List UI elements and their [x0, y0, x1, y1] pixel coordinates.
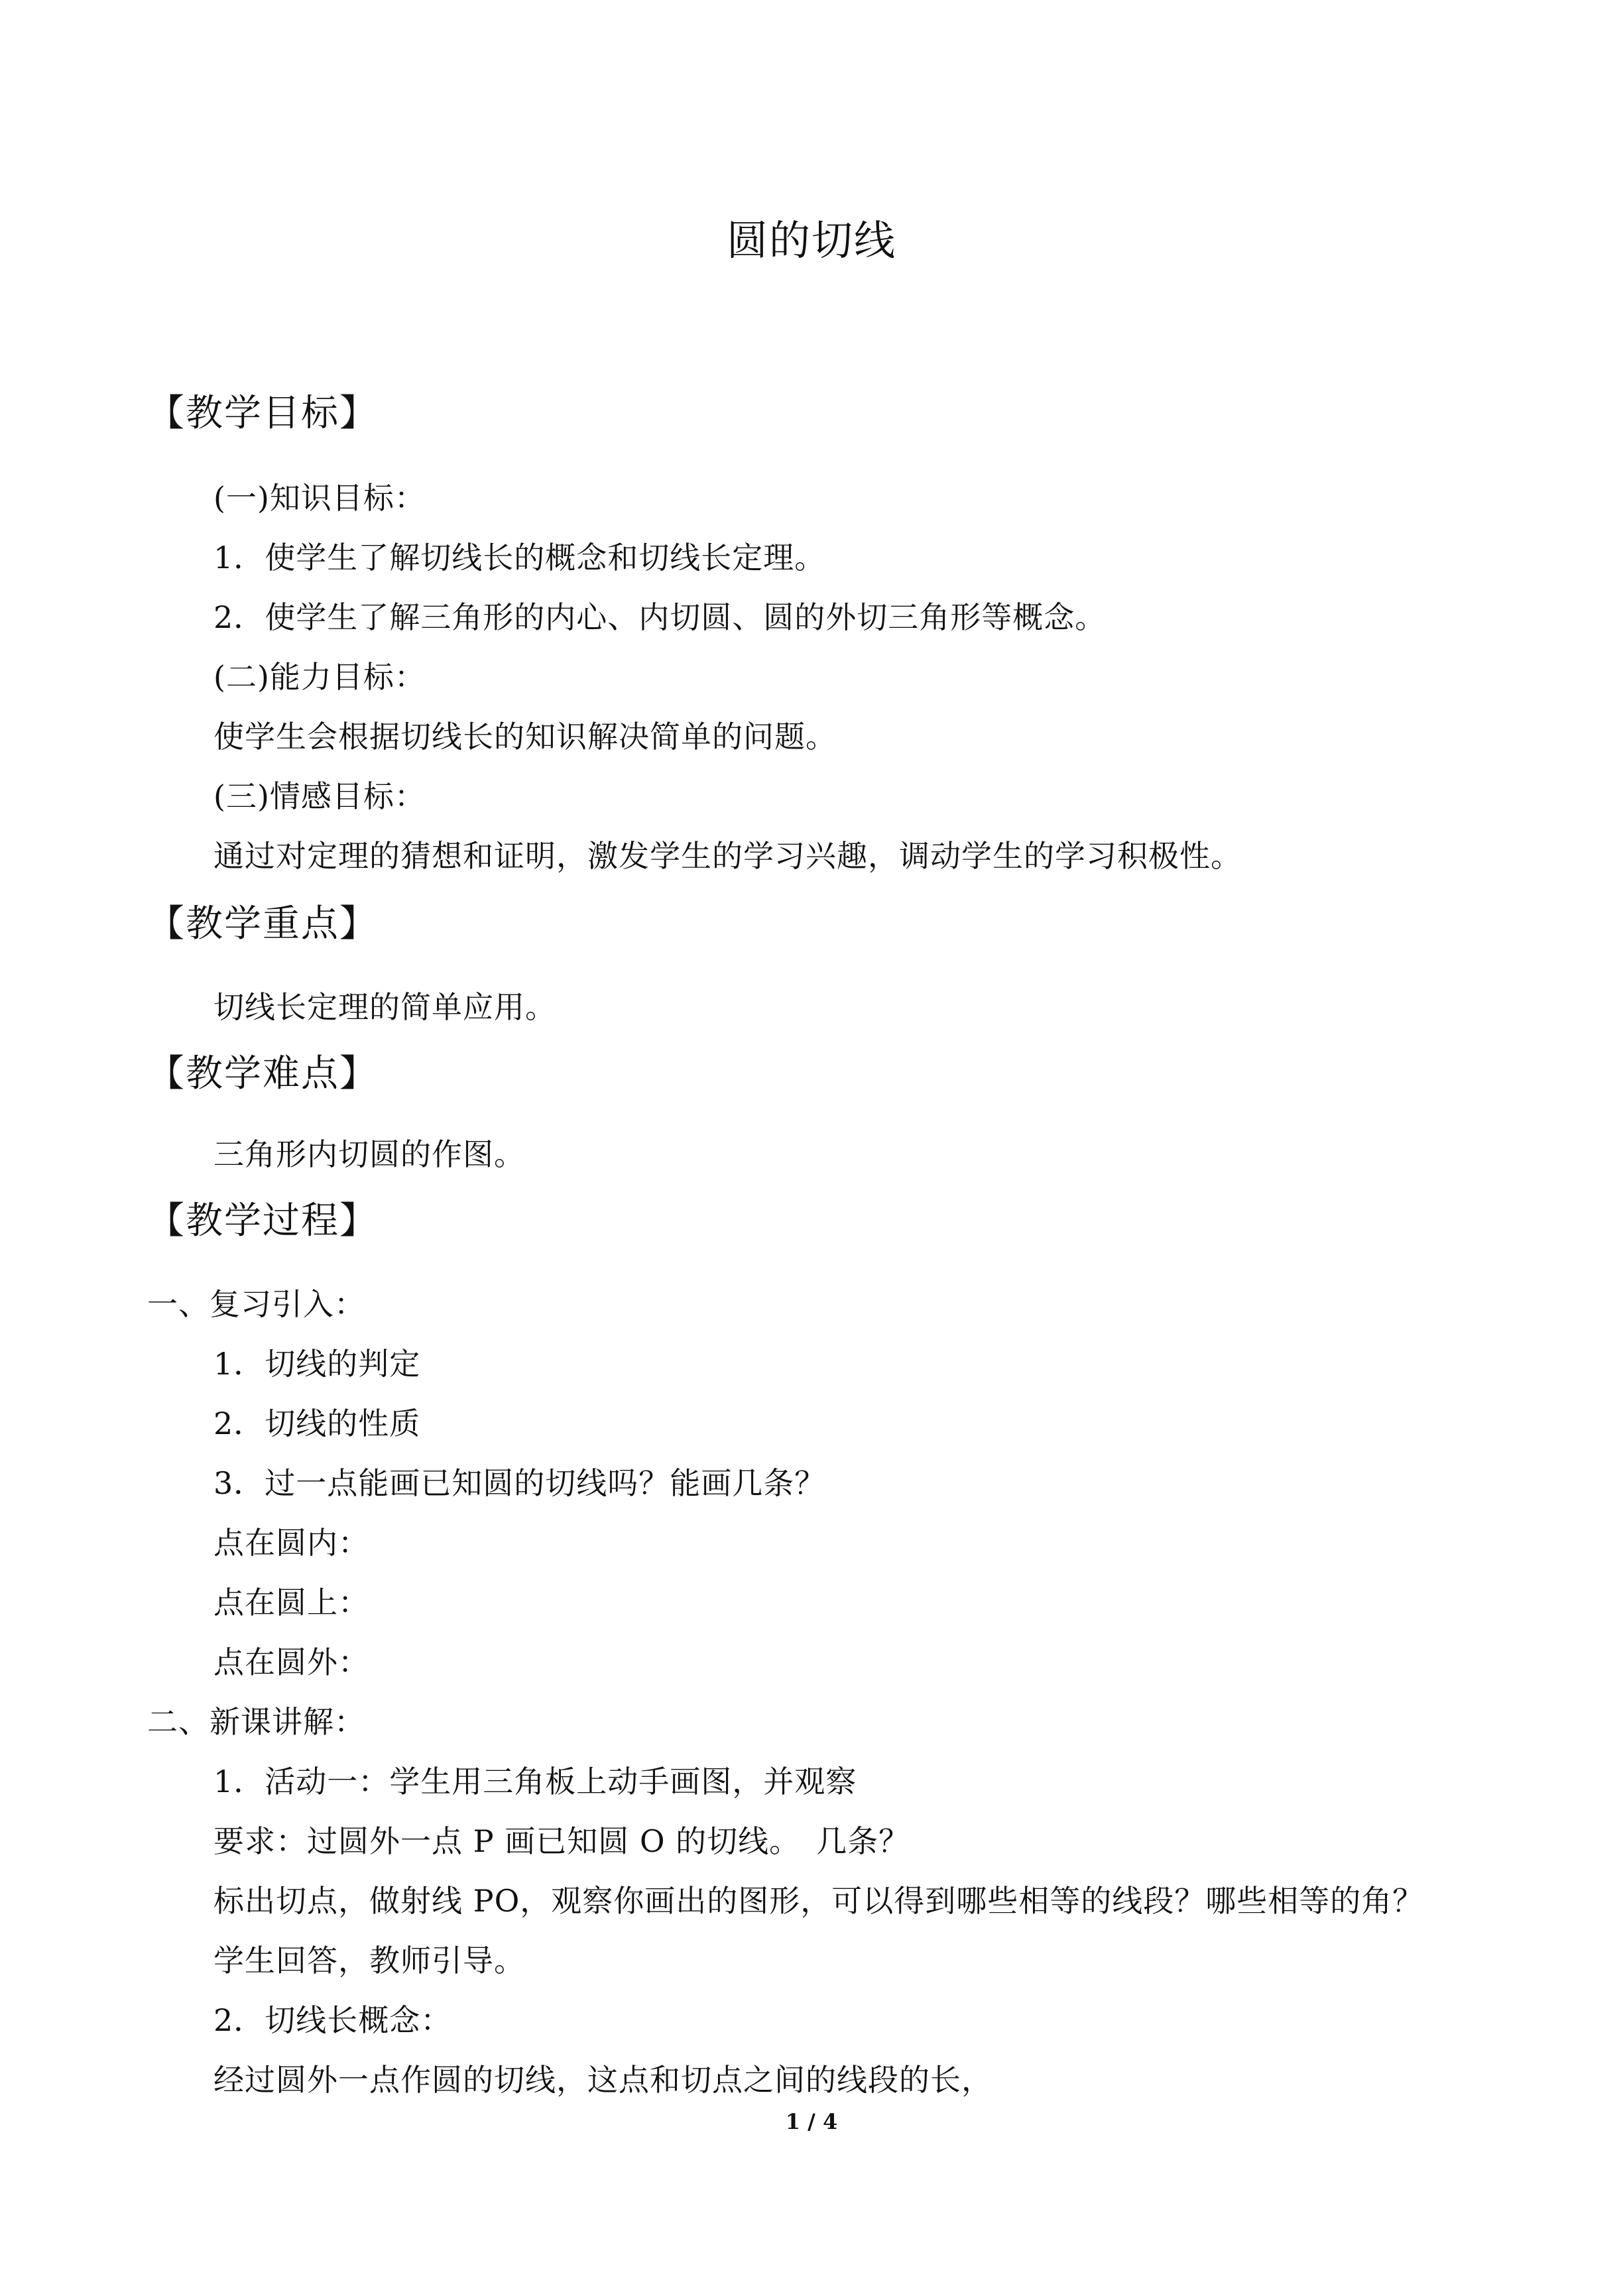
page-number: 1 / 4: [785, 2109, 838, 2134]
emotion-goal-text: 通过对定理的猜想和证明，激发学生的学习兴趣，调动学生的学习积极性。: [213, 838, 1242, 874]
activity-1: 1．活动一：学生用三角板上动手画图，并观察: [213, 1764, 857, 1799]
knowledge-goal-heading: (一)知识目标：: [213, 480, 426, 516]
key-points-text: 切线长定理的简单应用。: [213, 989, 556, 1025]
section-heading-objectives: 【教学目标】: [147, 392, 378, 435]
knowledge-goal-item-1: 1．使学生了解切线长的概念和切线长定理。: [213, 540, 826, 575]
review-heading: 一、复习引入：: [147, 1286, 365, 1322]
activity-requirement: 要求：过圆外一点 P 画已知圆 O 的切线。 几条？: [213, 1823, 910, 1859]
point-outside-circle: 点在圆外：: [213, 1644, 369, 1680]
concept-heading: 2．切线长概念：: [213, 2002, 452, 2038]
new-lesson-heading: 二、新课讲解：: [147, 1704, 365, 1740]
section-heading-difficulties: 【教学难点】: [147, 1052, 378, 1095]
point-on-circle: 点在圆上：: [213, 1585, 369, 1620]
section-heading-key-points: 【教学重点】: [147, 902, 378, 945]
section-heading-process: 【教学过程】: [147, 1199, 378, 1242]
knowledge-goal-item-2: 2．使学生了解三角形的内心、内切圆、圆的外切三角形等概念。: [213, 599, 1107, 635]
review-item-1: 1．切线的判定: [213, 1346, 421, 1382]
review-item-2: 2．切线的性质: [213, 1406, 421, 1441]
difficulties-text: 三角形内切圆的作图。: [213, 1136, 525, 1172]
ability-goal-heading: (二)能力目标：: [213, 659, 426, 695]
review-item-3: 3．过一点能画已知圆的切线吗？能画几条？: [213, 1465, 826, 1501]
point-inside-circle: 点在圆内：: [213, 1525, 369, 1561]
activity-answer: 学生回答，教师引导。: [213, 1943, 525, 1978]
page-title: 圆的切线: [726, 216, 896, 265]
ability-goal-text: 使学生会根据切线长的知识解决简单的问题。: [213, 719, 837, 755]
emotion-goal-heading: (三)情感目标：: [213, 778, 426, 814]
concept-text: 经过圆外一点作圆的切线，这点和切点之间的线段的长，: [213, 2062, 992, 2098]
activity-instruction: 标出切点，做射线 PO，观察你画出的图形，可以得到哪些相等的线段？哪些相等的角？: [213, 1883, 1424, 1919]
